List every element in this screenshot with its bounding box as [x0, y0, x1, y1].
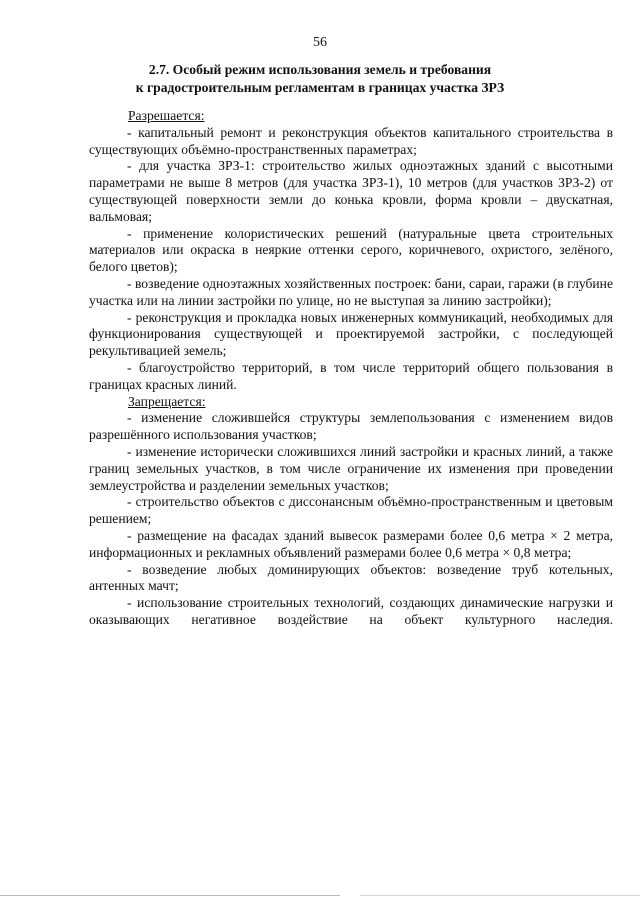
prohibited-item: - строительство объектов с диссонансным объёмно-пространственным и цветовым решением; [89, 494, 613, 527]
page-number: 56 [313, 35, 327, 50]
prohibited-item: - изменение исторически сложившихся линий застройки и красных линий, а также границ земельных участков, в том числе ограничение их изменения при проведении землеустройства и разделении земельных участков; [89, 443, 613, 493]
allowed-item: - возведение одноэтажных хозяйственных построек: бани, сараи, гаражи (в глубине участка или на линии застройки по улице, но не выступая за линию застройки); [89, 275, 613, 308]
allowed-item: - благоустройство территорий, в том числе территорий общего пользования в границах красных линий. [89, 359, 613, 392]
allowed-item: - реконструкция и прокладка новых инженерных коммуникаций, необходимых для функционирования существующей и проектируемой застройки, с последующей рекультивацией земель; [89, 309, 613, 359]
prohibited-item: - использование строительных технологий, создающих динамические нагрузки и оказывающих негативное воздействие на объект культурного наследия. [89, 595, 613, 627]
allowed-item: - применение колористических решений (натуральные цвета строительных материалов или окраска в неяркие оттенки серого, коричневого, охристого, зелёного, белого цветов); [89, 225, 613, 275]
prohibited-item: - возведение любых доминирующих объектов: возведение труб котельных, антенных мачт; [89, 561, 613, 594]
section-heading-line-2: к градостроительным регламентам в границах участка ЗРЗ [135, 80, 505, 95]
section-heading [100, 61, 540, 97]
section-heading-line-1: 2.7. Особый режим использования земель и требования [148, 62, 492, 77]
prohibited-item: - изменение сложившейся структуры землепользования с изменением видов разрешённого использования участков; [89, 410, 613, 443]
prohibited-item: - размещение на фасадах зданий вывесок размерами более 0,6 метра × 2 метра, информационных и рекламных объявлений размерами более 0,6 метра × 0,8 метра; [89, 527, 613, 560]
prohibited-label: Запрещается: [128, 393, 206, 409]
allowed-label: Разрешается: [128, 108, 205, 123]
scan-edge-line [360, 895, 640, 896]
scan-edge-line [0, 895, 340, 896]
allowed-item: - для участка ЗРЗ-1: строительство жилых одноэтажных зданий с высотными параметрами не выше 8 метров (для участка ЗРЗ-1), 10 метров (для участков ЗРЗ-2) от существующей поверхности земли до конька кровли, форма кровли – двускатная, вальмовая; [89, 158, 613, 224]
document-body [89, 108, 613, 629]
allowed-item: - капитальный ремонт и реконструкция объектов капитального строительства в существующих объёмно-пространственных параметрах; [89, 124, 613, 157]
